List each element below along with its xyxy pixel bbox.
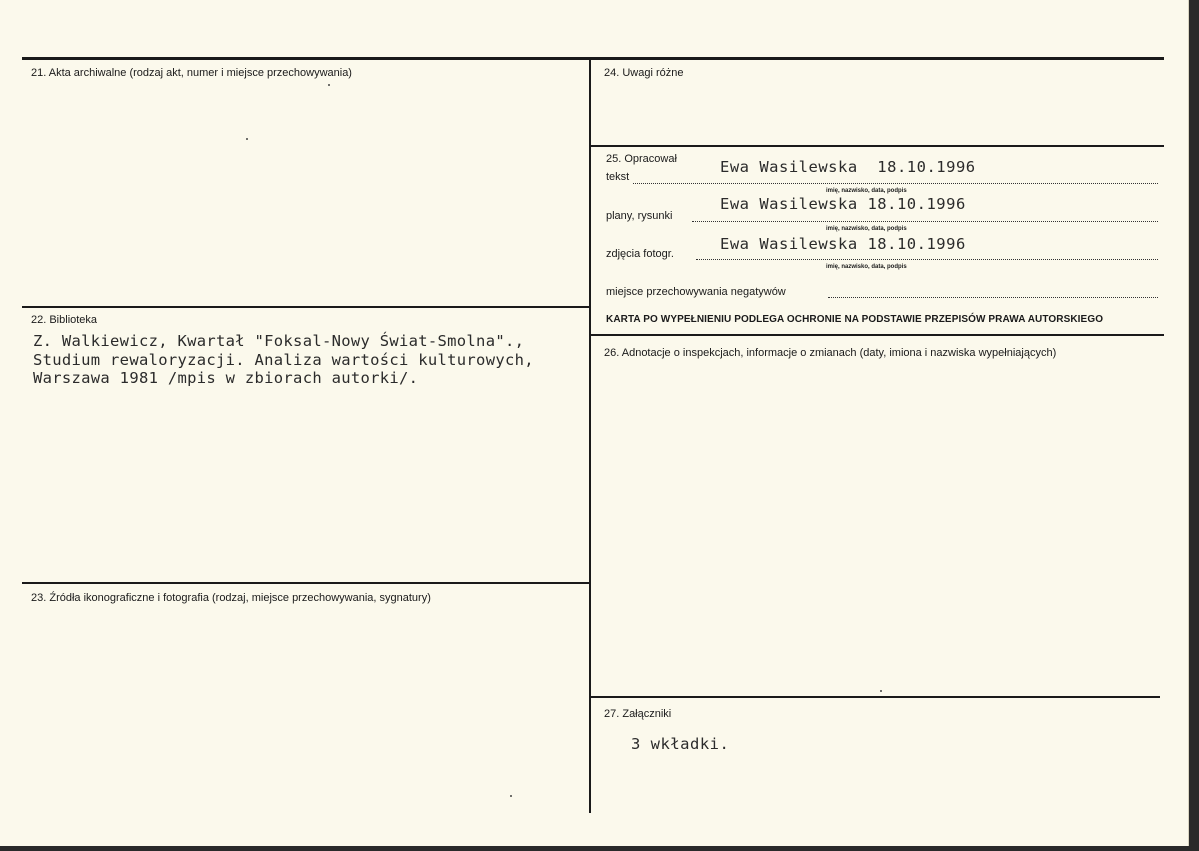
plans-row-dots (692, 221, 1158, 222)
field22-line-1: Z. Walkiewicz, Kwartał "Foksal-Nowy Świat-Smolna"., (33, 332, 525, 350)
negatives-label: miejsce przechowywania negatywów (606, 286, 786, 298)
plans-row-label: plany, rysunki (606, 210, 673, 222)
photos-row-caption: imię, nazwisko, data, podpis (826, 264, 907, 270)
rule-25-26 (590, 334, 1164, 336)
field21-label: 21. Akta archiwalne (rodzaj akt, numer i miejsce przechowywania) (31, 67, 352, 79)
text-row-dots (633, 183, 1158, 184)
paper-speck (328, 84, 330, 86)
plans-row-caption: imię, nazwisko, data, podpis (826, 226, 907, 232)
photos-row-value: Ewa Wasilewska 18.10.1996 (720, 235, 966, 253)
paper-speck (880, 690, 882, 692)
field22-line-2: Studium rewaloryzacji. Analiza wartości kulturowych, (33, 351, 534, 369)
rule-21-22 (22, 306, 590, 308)
photos-row-dots (696, 259, 1158, 260)
field26-label: 26. Adnotacje o inspekcjach, informacje o zmianach (daty, imiona i nazwiska wypełniających) (604, 347, 1057, 359)
center-divider (589, 57, 591, 813)
text-row-label: tekst (606, 171, 630, 183)
field27-label: 27. Załączniki (604, 708, 672, 720)
paper-speck (246, 138, 248, 140)
field22-line-3: Warszawa 1981 /mpis w zbiorach autorki/. (33, 369, 419, 387)
field25-label: 25. Opracował (606, 153, 677, 165)
text-row-value: Ewa Wasilewska 18.10.1996 (720, 158, 976, 176)
plans-row-value: Ewa Wasilewska 18.10.1996 (720, 195, 966, 213)
field22-label: 22. Biblioteka (31, 314, 98, 326)
top-rule (22, 57, 1164, 60)
rule-22-23 (22, 582, 590, 584)
photos-row-label: zdjęcia fotogr. (606, 248, 674, 260)
field27-value: 3 wkładki. (631, 735, 730, 753)
negatives-dots (828, 297, 1158, 298)
rule-26-27 (590, 696, 1160, 698)
field23-label: 23. Źródła ikonograficzne i fotografia (rodzaj, miejsce przechowywania, sygnatury) (31, 592, 431, 604)
text-row-caption: imię, nazwisko, data, podpis (826, 188, 907, 194)
paper-speck (510, 795, 512, 797)
field24-label: 24. Uwagi różne (604, 67, 684, 79)
rule-24-25 (590, 145, 1164, 147)
copyright-notice: KARTA PO WYPEŁNIENIU PODLEGA OCHRONIE NA PODSTAWIE PRZEPISÓW PRAWA AUTORSKIEGO (606, 314, 1104, 325)
